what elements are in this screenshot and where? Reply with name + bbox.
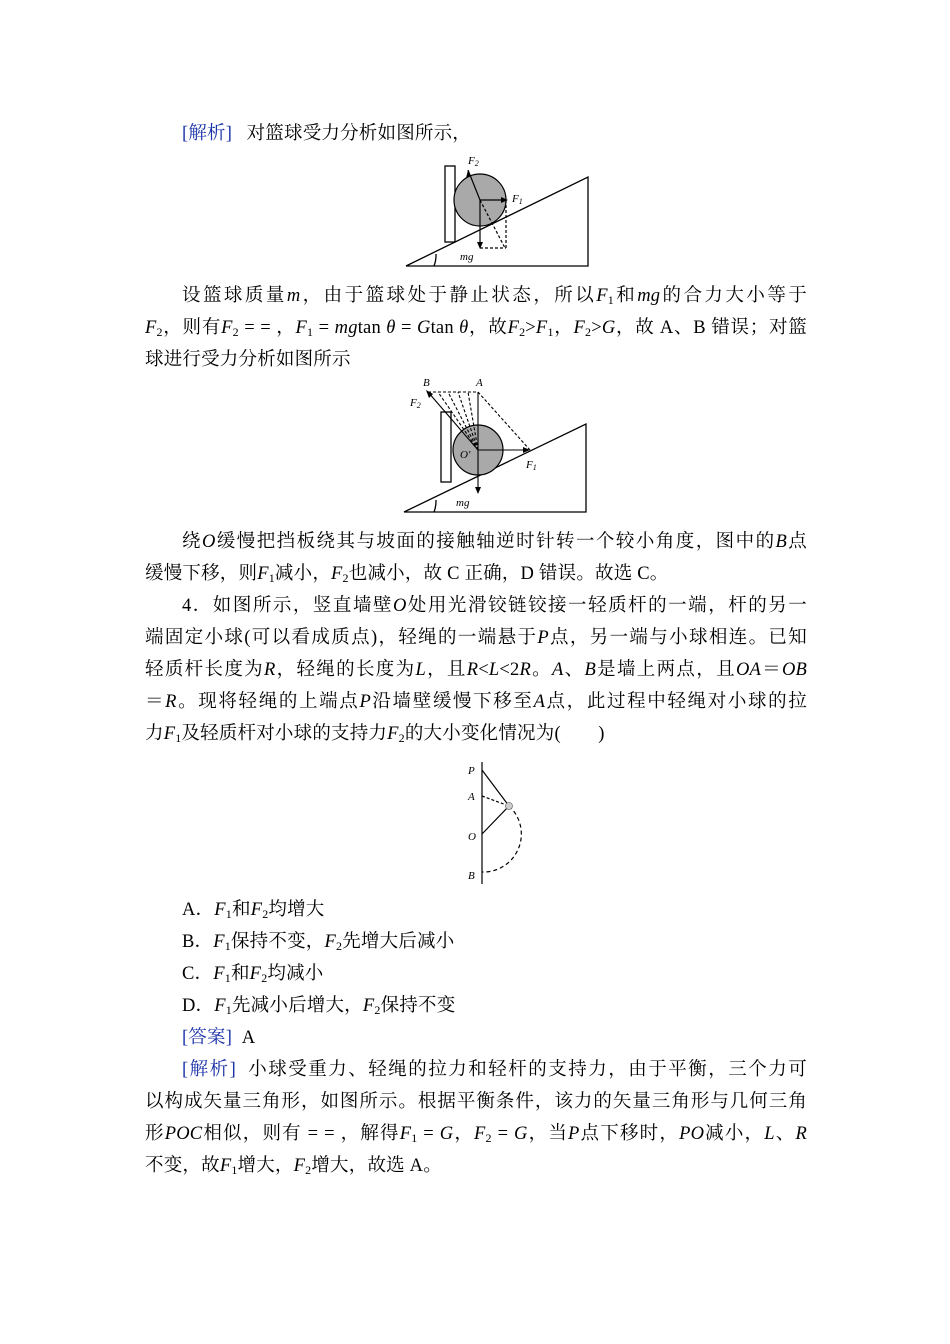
question-4-line-4: ＝R。现将轻绳的上端点P沿墙壁缓慢下移至A点，此过程中轻绳对小球的拉 [145,692,807,712]
question-4-line-2: 端固定小球(可以看成质点)，轻绳的一端悬于P点，另一端与小球相连。已知 [145,628,807,648]
option-a[interactable]: A．$F_1$和$F_2$均增大 [182,900,325,921]
A-label: A [468,791,475,803]
figure-3-wall-rod-rope [460,758,540,888]
baffle-board [445,166,455,242]
F1-label: F1 [526,459,537,472]
analysis-2-line-3: 形POC相似，则有 = = ，解得$F_1 = G$，$F_2 = G$，当P点下移时，PO减小，L、R [145,1124,807,1145]
small-ball [506,803,513,810]
paragraph-3-line-2: 缓慢下移，则$F_1$减小，$F_2$也减小，故 C 正确，D 错误。故选 C。 [145,564,669,585]
option-b[interactable]: B．$F_1$保持不变，$F_2$先增大后减小 [182,932,455,953]
baffle-board [441,412,451,482]
O-prime-label: O' [460,449,471,461]
F2-label: F2 [468,155,479,168]
option-c[interactable]: C．$F_1$和$F_2$均减小 [182,964,324,985]
paragraph-2-line-3: 球进行受力分析如图所示 [145,350,351,370]
analysis-tag-2: [解析] [182,1060,237,1080]
figure-1-basketball-slope [400,152,600,272]
answer-value: A [241,1028,256,1048]
F1-label: F1 [512,193,523,206]
ball-path-arc [482,806,521,872]
figure-2-rotated-baffle [398,374,598,516]
analysis-text: 对篮球受力分析如图所示， [246,124,472,144]
B-label: B [468,870,475,882]
question-4-line-1: 4．如图所示，竖直墙壁O处用光滑铰链铰接一轻质杆的一端，杆的另一 [182,596,807,616]
A-label: A [476,377,483,389]
question-4-line-5: 力$F_1$及轻质杆对小球的支持力$F_2$的大小变化情况为( ) [145,724,605,745]
mg-label: mg [460,251,474,263]
paragraph-3-line-1: 绕O缓慢把挡板绕其与坡面的接触轴逆时针转一个较小角度，图中的B点 [182,532,808,552]
analysis-2-line-2: 以构成矢量三角形，如图所示。根据平衡条件，该力的矢量三角形与几何三角 [145,1092,807,1112]
paragraph-2-line-1: 设篮球质量m，由于篮球处于静止状态，所以$F_1$和mg的合力大小等于 [182,286,807,307]
rod-line [482,806,509,834]
P-label: P [468,765,475,777]
O-label: O [468,831,476,843]
paragraph-2-line-2: $F_2$，则有$F_2$ = = ，$F_1 = mgtan$ θ = Gtan θ，故$F_2>F_1$，$F_2>G$，故 A、B 错误；对篮 [145,318,807,339]
option-d[interactable]: D．$F_1$先减小后增大，$F_2$保持不变 [182,996,456,1017]
answer-line [182,1022,807,1054]
analysis-2-line-1: [解析] 小球受重力、轻绳的拉力和轻杆的支持力，由于平衡，三个力可 [182,1060,808,1080]
answer-tag: [答案] [182,1028,233,1048]
rope-line [482,770,509,806]
analysis-tag: [解析] [182,124,233,144]
analysis-2-line-4: 不变，故$F_1$增大，$F_2$增大，故选 A。 [145,1156,442,1177]
question-4-line-3: 轻质杆长度为R，轻绳的长度为L，且R<L<2R。A、B是墙上两点，且OA＝OB [145,660,808,680]
analysis-1-line [182,118,807,150]
B-label: B [423,377,430,389]
mg-label: mg [456,497,470,509]
angle-arc [434,254,436,266]
F2-label: F2 [410,397,421,410]
